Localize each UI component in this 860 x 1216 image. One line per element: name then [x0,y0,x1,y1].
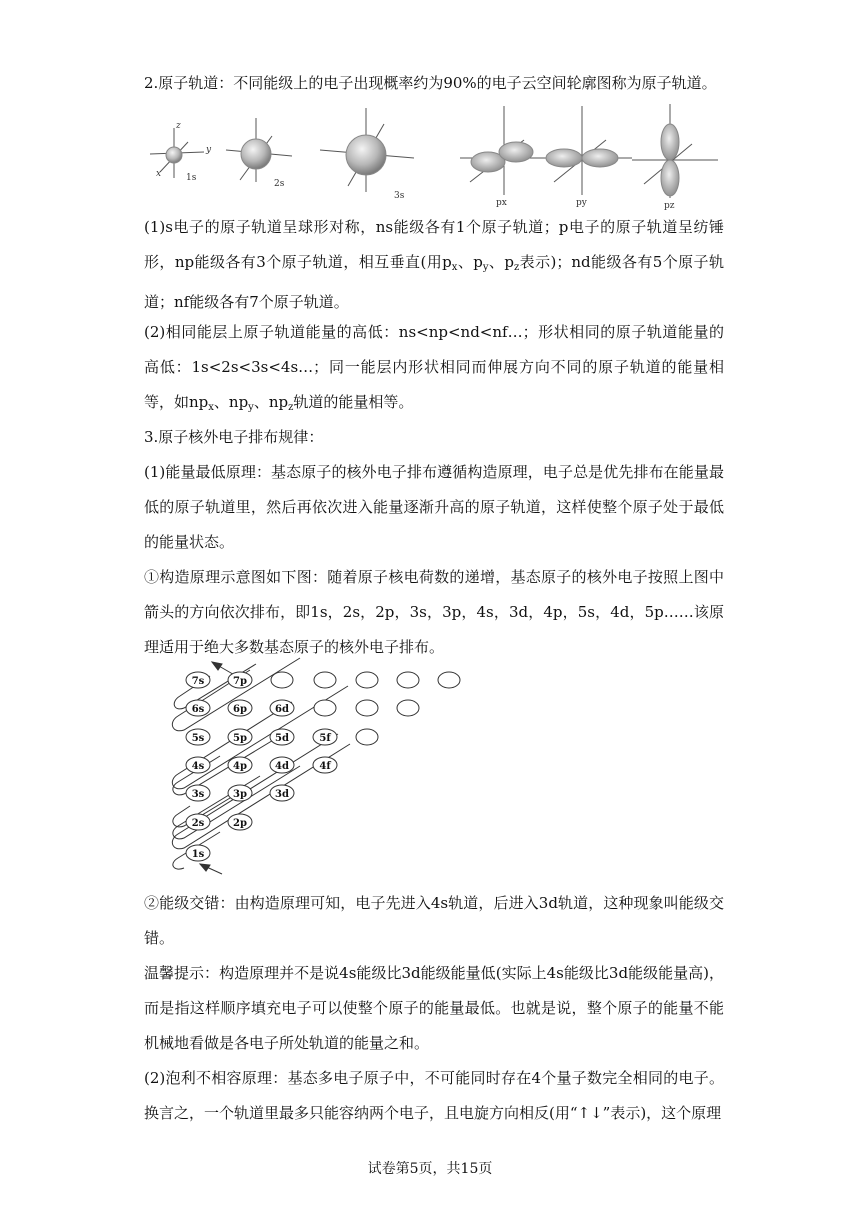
paragraph-energy-level-crossing: ②能级交错：由构造原理可知，电子先进入4s轨道，后进入3d轨道，这种现象叫能级交错。 [144,894,724,947]
axis-label-y: y [206,145,212,155]
level-6s: 6s [191,704,205,715]
level-5f: 5f [319,733,331,744]
page-footer: 试卷第5页，共15页 [367,1161,493,1177]
level-4s: 4s [191,761,205,772]
level-4p: 4p [233,761,247,772]
aufbau-diagram [160,656,480,876]
level-6p: 6p [233,704,247,715]
level-2s: 2s [191,818,205,829]
orbital-label-3s: 3s [394,191,405,201]
paragraph-orbital-shapes: (1)s电子的原子轨道呈球形对称，ns能级各有1个原子轨道；p电子的原子轨道呈纺锤形，np能级各有3个原子轨道，相互垂直(用$p_x$、$p_y$、$p_z$表示)；nd能级各有5个原子轨道；nf能级各有7个原子轨道。 [144,218,724,311]
level-5d: 5d [275,733,289,744]
paragraph-pauli-principle: (2)泡利不相容原理：基态多电子原子中，不可能同时存在4个量子数完全相同的电子。换言之，一个轨道里最多只能容纳两个电子，且电旋方向相反(用“↑↓”表示)，这个原理 [144,1069,724,1122]
paragraph-aufbau-principle: ①构造原理示意图如下图：随着原子核电荷数的递增，基态原子的核外电子按照上图中箭头的方向依次排布，即1s，2s，2p，3s，3p，4s，3d，4p，5s，4d，5p……该原理适用于绝大多数基态原子的核外电子排布。 [144,568,724,656]
paragraph-lowest-energy-principle: (1)能量最低原理：基态原子的核外电子排布遵循构造原理，电子总是优先排布在能量最低的原子轨道里，然后再依次进入能量逐渐升高的原子轨道，这样使整个原子处于最低的能量状态。 [144,463,724,551]
level-2p: 2p [233,818,247,829]
level-3d: 3d [275,789,289,800]
heading-electron-configuration-rules: 3.原子核外电子排布规律： [144,428,324,446]
level-4d: 4d [275,761,289,772]
axis-label-x: x [156,169,162,179]
paragraph-orbital-energy: (2)相同能层上原子轨道能量的高低：ns<np<nd<nf…；形状相同的原子轨道能量的高低：1s<2s<3s<4s…；同一能层内形状相同而伸展方向不同的原子轨道的能量相等，如$np_x$、$np_y$、$np_z$轨道的能量相等。 [144,323,724,413]
orbital-shapes-figure [144,100,724,212]
orbital-3s-figure [320,108,414,192]
paragraph-tip: 温馨提示：构造原理并不是说4s能级比3d能级能量低(实际上4s能级比3d能级能量高)，而是指这样顺序填充电子可以使整个原子的能量最低。也就是说，整个原子的能量不能机械地看做是各电子所处轨道的能量之和。 [144,964,724,1052]
orbital-label-px: px [496,198,507,208]
paragraph-atomic-orbital-definition: 2.原子轨道：不同能级上的电子出现概率约为90%的电子云空间轮廓图称为原子轨道。 [144,74,717,92]
orbital-py-figure [542,106,632,195]
level-4f: 4f [319,761,331,772]
orbital-px-figure [460,106,542,195]
level-6d: 6d [275,704,289,715]
orbital-label-pz: pz [664,201,675,211]
level-5p: 5p [233,733,247,744]
orbital-label-py: py [576,198,587,208]
level-3p: 3p [233,789,247,800]
orbital-label-1s: 1s [186,173,197,183]
orbital-pz-figure [632,104,718,198]
axis-label-z: z [176,121,181,131]
level-5s: 5s [191,733,205,744]
level-7p: 7p [233,676,247,687]
orbital-2s-figure [226,118,292,182]
level-1s: 1s [191,849,205,860]
level-7s: 7s [191,676,205,687]
level-3s: 3s [191,789,205,800]
orbital-label-2s: 2s [274,179,285,189]
